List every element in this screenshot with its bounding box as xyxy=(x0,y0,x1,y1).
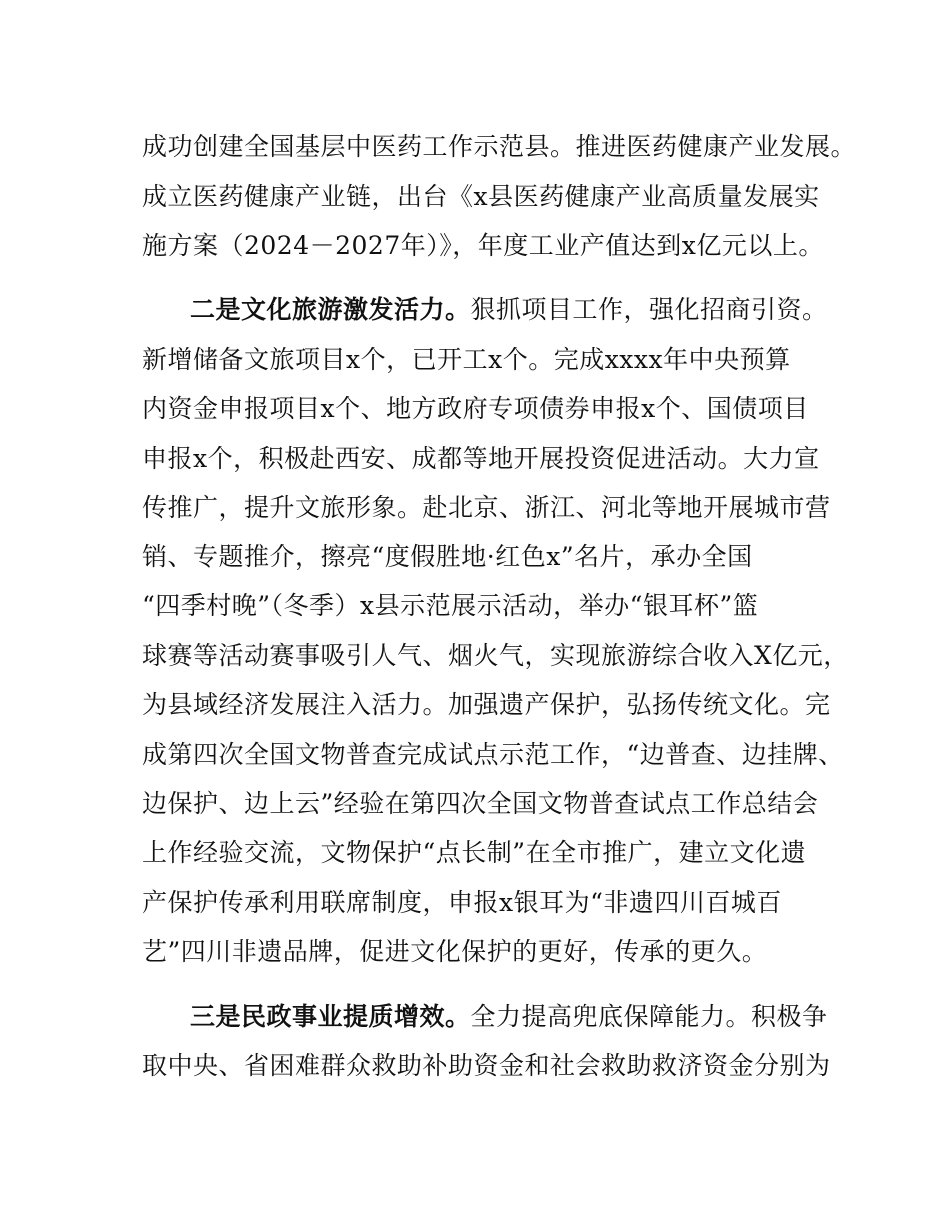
paragraph-2-line-4: 申报x个，积极赴西安、成都等地开展投资促进活动。大力宣 xyxy=(142,444,820,473)
paragraph-2-line-3: 内资金申报项目x个、地方政府专项债券申报x个、国债项目 xyxy=(142,394,809,423)
paragraph-3-first-line-text: 全力提高兜底保障能力。积极争 xyxy=(470,1002,828,1031)
paragraph-2-line-11: 边保护、边上云”经验在第四次全国文物普查试点工作总结会 xyxy=(142,789,819,818)
paragraph-3-line-2: 取中央、省困难群众救助补助资金和社会救助救济资金分别为 xyxy=(142,1051,831,1080)
paragraph-1-line-3: 施方案（2024－2027年）》，年度工业产值达到x亿元以上。 xyxy=(142,231,824,260)
paragraph-2-line-10: 成第四次全国文物普查完成试点示范工作，“边普查、边挂牌、 xyxy=(142,740,844,769)
paragraph-3-line-1 xyxy=(190,997,890,1037)
paragraph-2-heading: 二是文化旅游激发活力。 xyxy=(190,295,471,324)
paragraph-2-first-line-text: 狠抓项目工作，强化招商引资。 xyxy=(470,295,828,324)
paragraph-2-line-5: 传推广，提升文旅形象。赴北京、浙江、河北等地开展城市营 xyxy=(142,493,831,522)
paragraph-2-line-9: 为县域经济发展注入活力。加强遗产保护，弘扬传统文化。完 xyxy=(142,690,831,719)
paragraph-2-line-1 xyxy=(190,290,890,330)
paragraph-2-line-12: 上作经验交流，文物保护“点长制”在全市推广，建立文化遗 xyxy=(142,838,807,867)
paragraph-3-heading: 三是民政事业提质增效。 xyxy=(190,1002,471,1031)
paragraph-2-line-8: 球赛等活动赛事吸引人气、烟火气，实现旅游综合收入X亿元， xyxy=(142,641,849,670)
paragraph-1-line-2: 成立医药健康产业链，出台《x县医药健康产业高质量发展实 xyxy=(142,182,820,211)
paragraph-1-line-1: 成功创建全国基层中医药工作示范县。推进医药健康产业发展。 xyxy=(142,132,857,161)
paragraph-2-line-2: 新增储备文旅项目x个，已开工x个。完成xxxx年中央预算 xyxy=(142,345,791,374)
paragraph-2-line-7: “四季村晚”（冬季）x县示范展示活动，举办“银耳杯”篮 xyxy=(142,591,759,620)
paragraph-2-line-13: 产保护传承利用联席制度，申报x银耳为“非遗四川百城百 xyxy=(142,888,782,917)
paragraph-2-line-14: 艺”四川非遗品牌，促进文化保护的更好，传承的更久。 xyxy=(142,937,768,966)
paragraph-2-line-6: 销、专题推介，擦亮“度假胜地·红色x”名片，承办全国 xyxy=(142,542,753,571)
